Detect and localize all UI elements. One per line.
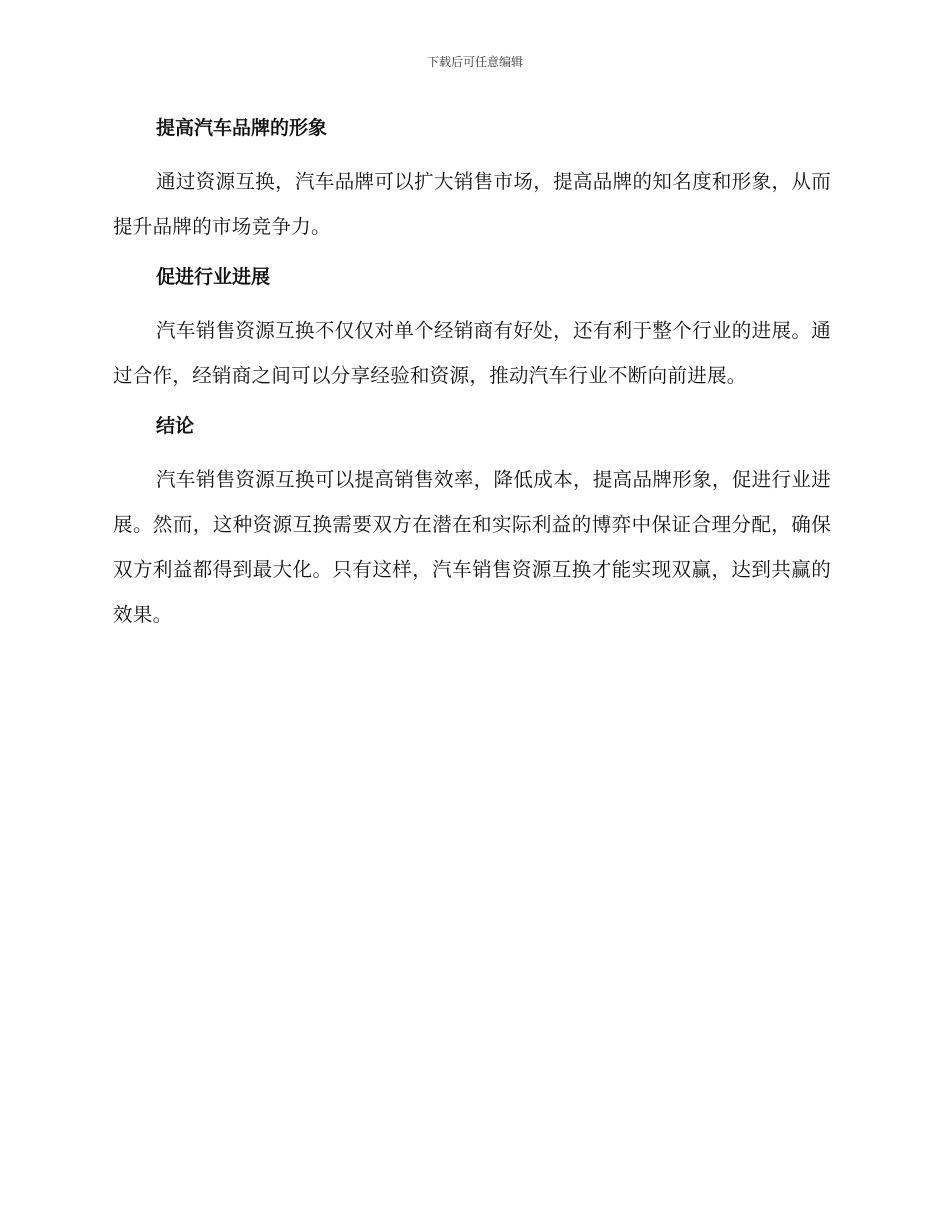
section-conclusion (113, 410, 831, 637)
section-paragraph: 汽车销售资源互换可以提高销售效率，降低成本，提高品牌形象，促进行业进展。然而，这种资源互换需要双方在潜在和实际利益的博弈中保证合理分配，确保双方利益都得到最大化。只有这样，汽车销售资源互换才能实现双赢，达到共赢的效果。 (113, 468, 831, 626)
page-header: 下载后可任意编辑 (426, 55, 523, 69)
section-industry-progress (113, 261, 831, 410)
document-body (113, 112, 831, 637)
section-brand-image (113, 112, 831, 261)
section-heading: 促进行业进展 (156, 266, 271, 288)
section-paragraph: 汽车销售资源互换不仅仅对单个经销商有好处，还有利于整个行业的进展。通过合作，经销商之间可以分享经验和资源，推动汽车行业不断向前进展。 (113, 319, 831, 387)
section-paragraph: 通过资源互换，汽车品牌可以扩大销售市场，提高品牌的知名度和形象，从而提升品牌的市场竞争力。 (113, 170, 831, 238)
section-heading: 提高汽车品牌的形象 (156, 117, 328, 139)
section-heading: 结论 (156, 415, 195, 437)
